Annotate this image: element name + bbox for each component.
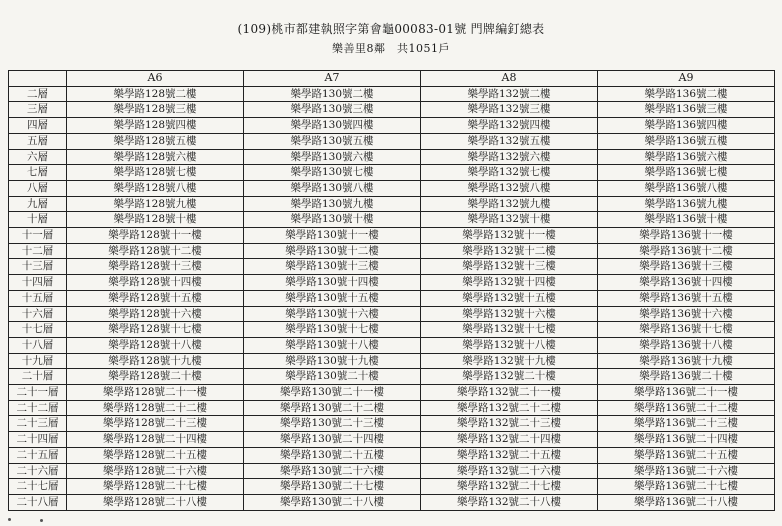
address-cell: 樂學路128號十五樓 — [67, 290, 244, 306]
address-cell: 樂學路128號二十三樓 — [67, 416, 244, 432]
address-cell: 樂學路130號二十三樓 — [244, 416, 421, 432]
address-cell: 樂學路136號十四樓 — [598, 275, 775, 291]
address-cell: 樂學路128號五樓 — [67, 133, 244, 149]
address-cell: 樂學路136號七樓 — [598, 165, 775, 181]
address-cell: 樂學路132號十八樓 — [421, 337, 598, 353]
scan-mark — [8, 518, 11, 521]
address-cell: 樂學路132號七樓 — [421, 165, 598, 181]
floor-label: 二層 — [9, 86, 67, 102]
address-cell: 樂學路132號十樓 — [421, 212, 598, 228]
address-cell: 樂學路128號十四樓 — [67, 275, 244, 291]
address-cell: 樂學路130號十六樓 — [244, 306, 421, 322]
table-row — [9, 463, 775, 479]
address-cell: 樂學路136號二樓 — [598, 86, 775, 102]
address-cell: 樂學路130號十九樓 — [244, 353, 421, 369]
address-cell: 樂學路128號二十五樓 — [67, 447, 244, 463]
address-cell: 樂學路132號十二樓 — [421, 243, 598, 259]
address-cell: 樂學路130號二十六樓 — [244, 463, 421, 479]
address-cell: 樂學路136號十九樓 — [598, 353, 775, 369]
table-row — [9, 118, 775, 134]
address-cell: 樂學路128號十樓 — [67, 212, 244, 228]
address-cell: 樂學路136號三樓 — [598, 102, 775, 118]
address-cell: 樂學路132號二十五樓 — [421, 447, 598, 463]
address-cell: 樂學路132號二十一樓 — [421, 385, 598, 401]
address-cell: 樂學路132號六樓 — [421, 149, 598, 165]
address-cell: 樂學路130號十三樓 — [244, 259, 421, 275]
table-row — [9, 290, 775, 306]
address-cell: 樂學路132號二十六樓 — [421, 463, 598, 479]
address-cell: 樂學路132號三樓 — [421, 102, 598, 118]
address-cell: 樂學路136號十樓 — [598, 212, 775, 228]
table-row — [9, 322, 775, 338]
scan-mark — [40, 519, 43, 522]
table-row — [9, 337, 775, 353]
address-cell: 樂學路128號十六樓 — [67, 306, 244, 322]
floor-label: 八層 — [9, 180, 67, 196]
floor-label: 四層 — [9, 118, 67, 134]
address-cell: 樂學路132號十七樓 — [421, 322, 598, 338]
address-cell: 樂學路132號二十三樓 — [421, 416, 598, 432]
address-cell: 樂學路128號二十樓 — [67, 369, 244, 385]
address-cell: 樂學路128號十九樓 — [67, 353, 244, 369]
address-cell: 樂學路132號二十二樓 — [421, 400, 598, 416]
address-cell: 樂學路136號十三樓 — [598, 259, 775, 275]
address-cell: 樂學路130號十七樓 — [244, 322, 421, 338]
corner-header — [9, 71, 67, 87]
address-cell: 樂學路132號二十七樓 — [421, 479, 598, 495]
floor-label: 二十八層 — [9, 494, 67, 510]
table-row — [9, 400, 775, 416]
address-cell: 樂學路130號十樓 — [244, 212, 421, 228]
address-cell: 樂學路128號七樓 — [67, 165, 244, 181]
address-cell: 樂學路130號二樓 — [244, 86, 421, 102]
address-cell: 樂學路132號十三樓 — [421, 259, 598, 275]
floor-label: 二十三層 — [9, 416, 67, 432]
table-row — [9, 165, 775, 181]
address-cell: 樂學路128號十八樓 — [67, 337, 244, 353]
table-row — [9, 86, 775, 102]
address-cell: 樂學路128號二樓 — [67, 86, 244, 102]
address-cell: 樂學路128號二十四樓 — [67, 432, 244, 448]
address-cell: 樂學路132號八樓 — [421, 180, 598, 196]
address-cell: 樂學路136號十七樓 — [598, 322, 775, 338]
address-cell: 樂學路136號二十樓 — [598, 369, 775, 385]
address-cell: 樂學路128號二十一樓 — [67, 385, 244, 401]
address-cell: 樂學路136號二十六樓 — [598, 463, 775, 479]
address-cell: 樂學路130號十二樓 — [244, 243, 421, 259]
floor-label: 九層 — [9, 196, 67, 212]
table-row — [9, 275, 775, 291]
address-cell: 樂學路136號十一樓 — [598, 228, 775, 244]
table-row — [9, 149, 775, 165]
address-cell: 樂學路130號三樓 — [244, 102, 421, 118]
address-cell: 樂學路130號二十樓 — [244, 369, 421, 385]
address-cell: 樂學路130號十五樓 — [244, 290, 421, 306]
address-cell: 樂學路136號二十八樓 — [598, 494, 775, 510]
address-cell: 樂學路136號二十五樓 — [598, 447, 775, 463]
address-cell: 樂學路136號二十四樓 — [598, 432, 775, 448]
floor-label: 十三層 — [9, 259, 67, 275]
table-row — [9, 432, 775, 448]
address-cell: 樂學路136號十八樓 — [598, 337, 775, 353]
address-table — [8, 70, 775, 511]
floor-label: 十六層 — [9, 306, 67, 322]
floor-label: 十一層 — [9, 228, 67, 244]
floor-label: 二十七層 — [9, 479, 67, 495]
table-row — [9, 133, 775, 149]
floor-label: 十七層 — [9, 322, 67, 338]
column-header-a6: A6 — [67, 71, 244, 87]
floor-label: 二十五層 — [9, 447, 67, 463]
table-row — [9, 494, 775, 510]
floor-label: 十九層 — [9, 353, 67, 369]
address-cell: 樂學路136號五樓 — [598, 133, 775, 149]
floor-label: 二十六層 — [9, 463, 67, 479]
address-cell: 樂學路130號二十五樓 — [244, 447, 421, 463]
floor-label: 二十層 — [9, 369, 67, 385]
address-cell: 樂學路130號二十七樓 — [244, 479, 421, 495]
floor-label: 十四層 — [9, 275, 67, 291]
address-cell: 樂學路132號十九樓 — [421, 353, 598, 369]
address-cell: 樂學路130號二十一樓 — [244, 385, 421, 401]
address-cell: 樂學路132號九樓 — [421, 196, 598, 212]
address-cell: 樂學路128號三樓 — [67, 102, 244, 118]
address-cell: 樂學路132號二十四樓 — [421, 432, 598, 448]
address-cell: 樂學路128號二十八樓 — [67, 494, 244, 510]
column-header-a7: A7 — [244, 71, 421, 87]
address-cell: 樂學路132號二樓 — [421, 86, 598, 102]
floor-label: 二十一層 — [9, 385, 67, 401]
floor-label: 十二層 — [9, 243, 67, 259]
document-subtitle: 樂善里8鄰 共1051戶 — [332, 42, 450, 55]
address-cell: 樂學路128號四樓 — [67, 118, 244, 134]
floor-label: 十八層 — [9, 337, 67, 353]
address-cell: 樂學路136號八樓 — [598, 180, 775, 196]
address-cell: 樂學路136號六樓 — [598, 149, 775, 165]
table-row — [9, 447, 775, 463]
column-header-a9: A9 — [598, 71, 775, 87]
table-row — [9, 212, 775, 228]
address-cell: 樂學路128號二十七樓 — [67, 479, 244, 495]
address-cell: 樂學路136號十五樓 — [598, 290, 775, 306]
table-row — [9, 479, 775, 495]
address-cell: 樂學路128號十一樓 — [67, 228, 244, 244]
address-cell: 樂學路132號十五樓 — [421, 290, 598, 306]
address-cell: 樂學路130號六樓 — [244, 149, 421, 165]
address-cell: 樂學路136號十二樓 — [598, 243, 775, 259]
address-cell: 樂學路128號十二樓 — [67, 243, 244, 259]
address-cell: 樂學路130號十四樓 — [244, 275, 421, 291]
address-cell: 樂學路128號十七樓 — [67, 322, 244, 338]
address-cell: 樂學路130號五樓 — [244, 133, 421, 149]
address-cell: 樂學路132號四樓 — [421, 118, 598, 134]
address-cell: 樂學路132號十一樓 — [421, 228, 598, 244]
table-row — [9, 353, 775, 369]
address-cell: 樂學路136號四樓 — [598, 118, 775, 134]
floor-label: 二十四層 — [9, 432, 67, 448]
address-cell: 樂學路130號二十八樓 — [244, 494, 421, 510]
address-cell: 樂學路128號八樓 — [67, 180, 244, 196]
address-cell: 樂學路128號六樓 — [67, 149, 244, 165]
address-cell: 樂學路136號十六樓 — [598, 306, 775, 322]
address-cell: 樂學路130號二十四樓 — [244, 432, 421, 448]
address-cell: 樂學路132號十六樓 — [421, 306, 598, 322]
table-row — [9, 180, 775, 196]
address-cell: 樂學路130號十八樓 — [244, 337, 421, 353]
table-row — [9, 196, 775, 212]
address-cell: 樂學路136號二十七樓 — [598, 479, 775, 495]
address-cell: 樂學路132號二十八樓 — [421, 494, 598, 510]
table-row — [9, 416, 775, 432]
table-row — [9, 369, 775, 385]
address-cell: 樂學路136號二十一樓 — [598, 385, 775, 401]
address-cell: 樂學路128號十三樓 — [67, 259, 244, 275]
floor-label: 十五層 — [9, 290, 67, 306]
floor-label: 二十二層 — [9, 400, 67, 416]
address-cell: 樂學路136號九樓 — [598, 196, 775, 212]
column-header-a8: A8 — [421, 71, 598, 87]
table-row — [9, 228, 775, 244]
floor-label: 五層 — [9, 133, 67, 149]
table-row — [9, 243, 775, 259]
address-cell: 樂學路130號四樓 — [244, 118, 421, 134]
floor-label: 六層 — [9, 149, 67, 165]
table-body — [9, 86, 775, 510]
header-row — [9, 71, 775, 87]
address-cell: 樂學路136號二十二樓 — [598, 400, 775, 416]
address-cell: 樂學路136號二十三樓 — [598, 416, 775, 432]
address-cell: 樂學路128號二十六樓 — [67, 463, 244, 479]
table-row — [9, 102, 775, 118]
address-cell: 樂學路130號七樓 — [244, 165, 421, 181]
table-row — [9, 306, 775, 322]
table-row — [9, 385, 775, 401]
address-cell: 樂學路128號二十二樓 — [67, 400, 244, 416]
address-cell: 樂學路132號五樓 — [421, 133, 598, 149]
address-cell: 樂學路130號十一樓 — [244, 228, 421, 244]
address-cell: 樂學路128號九樓 — [67, 196, 244, 212]
address-cell: 樂學路130號二十二樓 — [244, 400, 421, 416]
address-cell: 樂學路132號十四樓 — [421, 275, 598, 291]
address-cell: 樂學路132號二十樓 — [421, 369, 598, 385]
address-cell: 樂學路130號九樓 — [244, 196, 421, 212]
table-row — [9, 259, 775, 275]
document-title: (109)桃市都建執照字第會龜00083-01號 門牌編釘總表 — [237, 22, 545, 36]
floor-label: 十層 — [9, 212, 67, 228]
floor-label: 七層 — [9, 165, 67, 181]
floor-label: 三層 — [9, 102, 67, 118]
address-cell: 樂學路130號八樓 — [244, 180, 421, 196]
